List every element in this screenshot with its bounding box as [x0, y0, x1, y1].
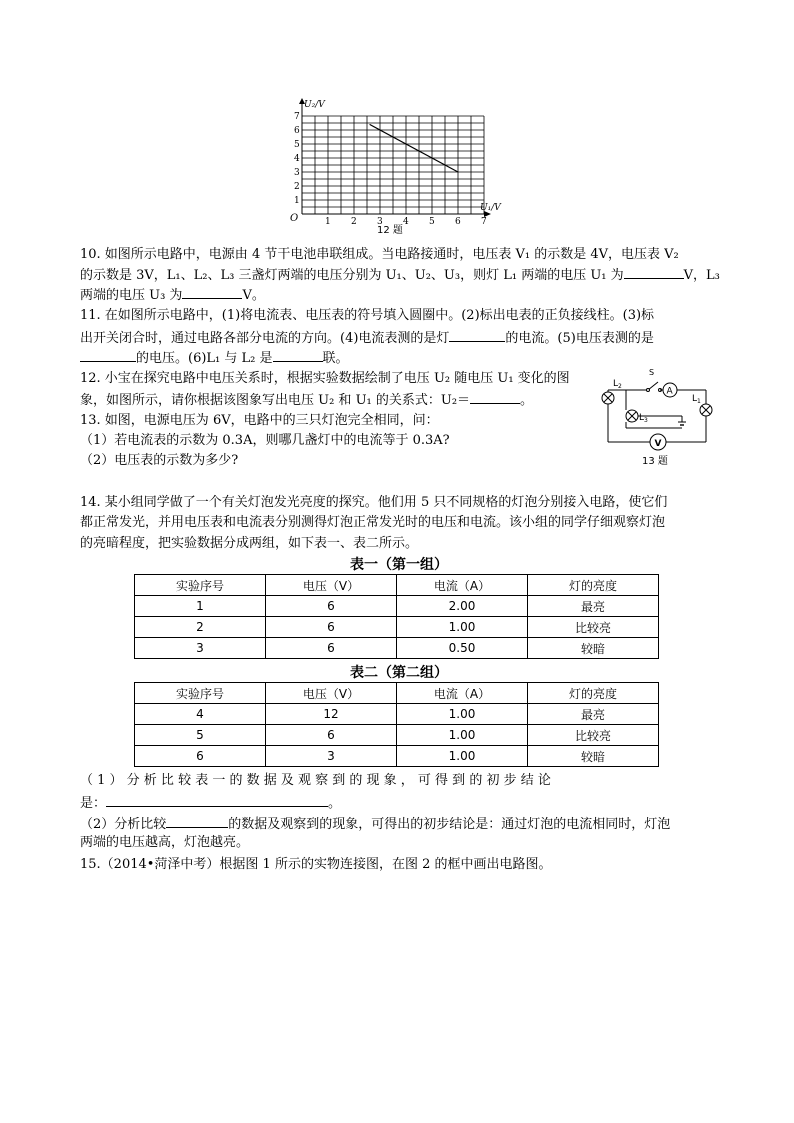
lamp-l1-icon	[700, 404, 712, 416]
y-tick-label: 7	[294, 112, 300, 122]
switch-contact-icon	[647, 389, 650, 392]
x-tick-label: 5	[429, 217, 435, 227]
table-header-row: 实验序号 电压（V） 电流（A） 灯的亮度	[135, 683, 659, 704]
q14-line1: 14. 某小组同学做了一个有关灯泡发光亮度的探究。他们用 5 只不同规格的灯泡分别接入电路，使它们	[80, 495, 668, 510]
table-row: 5 6 1.00 比较亮	[135, 725, 659, 746]
voltmeter-icon	[650, 434, 666, 450]
table-2	[134, 682, 659, 767]
q15-line1: 15.（2014•菏泽中考）根据图 1 所示的实物连接图，在图 2 的框中画出电路图。	[80, 857, 552, 872]
lamp-l1-label: $L_1$	[692, 394, 701, 405]
q10-line2: 的示数是 3V，L₁、L₂、L₃ 三盏灯两端的电压分别为 U₁、U₂、U₃，则灯 L₁ 两端的电压 U₁ 为 V，L₃	[80, 265, 720, 285]
q10-line1: 10. 如图所示电路中，电源由 4 节干电池串联组成。当电路接通时，电压表 V₁ 的示数是 4V，电压表 V₂	[80, 247, 679, 262]
q14-sub2-line1: （2）分析比较 的数据及观察到的现象，可得出的初步结论是：通过灯泡的电流相同时，灯泡	[80, 814, 670, 834]
table-row: 3 6 0.50 较暗	[135, 638, 659, 659]
q13-line1: 13. 如图，电源电压为 6V，电路中的三只灯泡完全相同，问：	[80, 413, 439, 428]
switch-label: S	[649, 368, 655, 377]
q10-line3: 两端的电压 U₃ 为 V。	[80, 285, 265, 305]
y-axis-label: U₂/V	[304, 100, 325, 110]
circuit-13	[598, 360, 716, 470]
x-tick-label: 7	[481, 217, 487, 227]
y-tick-label: 3	[294, 168, 300, 178]
svg-text:A: A	[666, 386, 673, 397]
y-tick-labels	[294, 112, 300, 206]
q14-sub2-line2: 两端的电压越高，灯泡越亮。	[80, 835, 250, 850]
lamp-l3-label: $L_3$	[639, 413, 648, 424]
x-tick-labels	[325, 217, 487, 227]
x-tick-label: 3	[377, 217, 383, 227]
q10-blank-u3[interactable]	[182, 285, 242, 299]
q11-blank-voltmeter[interactable]	[80, 348, 136, 362]
y-tick-label: 1	[294, 196, 300, 206]
origin-label: O	[290, 213, 299, 224]
ammeter-icon	[663, 383, 677, 397]
table-row: 4 12 1.00 最亮	[135, 704, 659, 725]
y-tick-label: 4	[294, 154, 300, 164]
table1-caption: 表一（第一组）	[350, 557, 448, 573]
graph-12	[284, 98, 504, 238]
figure-caption-12: 12 题	[377, 225, 403, 236]
figure-caption-13: 13 题	[642, 456, 668, 467]
table-1	[134, 574, 659, 659]
q11-line3: 的电压。(6)L₁ 与 L₂ 是 联。	[80, 348, 349, 368]
q14-blank-conclusion[interactable]	[106, 793, 328, 807]
table-row: 6 3 1.00 较暗	[135, 746, 659, 767]
q14-line2: 都正常发光，并用电压表和电流表分别测得灯泡正常发光时的电压和电流。该小组的同学仔细观察灯泡	[80, 515, 666, 530]
y-tick-label: 6	[294, 126, 300, 136]
x-tick-label: 4	[403, 217, 409, 227]
y-tick-label: 2	[294, 182, 300, 192]
q11-blank-connection[interactable]	[273, 348, 323, 362]
q12-blank-relation[interactable]	[470, 390, 520, 404]
q11-blank-ammeter[interactable]	[449, 328, 505, 342]
table-row: 1 6 2.00 最亮	[135, 596, 659, 617]
q14-blank-compare[interactable]	[166, 814, 228, 828]
q14-sub1-line1: （ 1 ） 分 析 比 较 表 一 的 数 据 及 观 察 到 的 现 象 ， 可 得 到 的 初 步 结 论	[80, 773, 551, 788]
q12-line2: 象，如图所示，请你根据该图象写出电压 U₂ 和 U₁ 的关系式：U₂＝ 。	[80, 390, 533, 410]
lamp-l2-label: $L_2$	[613, 379, 622, 390]
q11-line1: 11. 在如图所示电路中，(1)将电流表、电压表的符号填入圆圈中。(2)标出电表的正负接线柱。(3)标	[80, 308, 655, 323]
q10-blank-u1[interactable]	[624, 265, 684, 279]
q14-sub1-line2: 是： 。	[80, 793, 341, 813]
table-row: 2 6 1.00 比较亮	[135, 617, 659, 638]
q11-line2: 出开关闭合时，通过电路各部分电流的方向。(4)电流表测的是灯 的电流。(5)电压表测的是	[80, 328, 654, 348]
q12-line1: 12. 小宝在探究电路中电压关系时，根据实验数据绘制了电压 U₂ 随电压 U₁ 变化的图	[80, 371, 570, 386]
table2-caption: 表二（第二组）	[350, 665, 448, 681]
x-tick-label: 1	[325, 217, 331, 227]
lamp-l3-icon	[626, 410, 638, 422]
lamp-l2-icon	[602, 392, 614, 404]
x-tick-label: 2	[351, 217, 357, 227]
q14-line3: 的亮暗程度，把实验数据分成两组，如下表一、表二所示。	[80, 536, 419, 551]
grid	[302, 116, 484, 214]
y-tick-label: 5	[294, 140, 300, 150]
x-tick-label: 6	[455, 217, 461, 227]
x-axis-label: U₁/V	[480, 203, 501, 213]
q13-line3: （2）电压表的示数为多少?	[80, 453, 239, 468]
table-header-row: 实验序号 电压（V） 电流（A） 灯的亮度	[135, 575, 659, 596]
q13-line2: （1）若电流表的示数为 0.3A，则哪几盏灯中的电流等于 0.3A?	[80, 433, 450, 448]
svg-text:V: V	[654, 439, 662, 449]
